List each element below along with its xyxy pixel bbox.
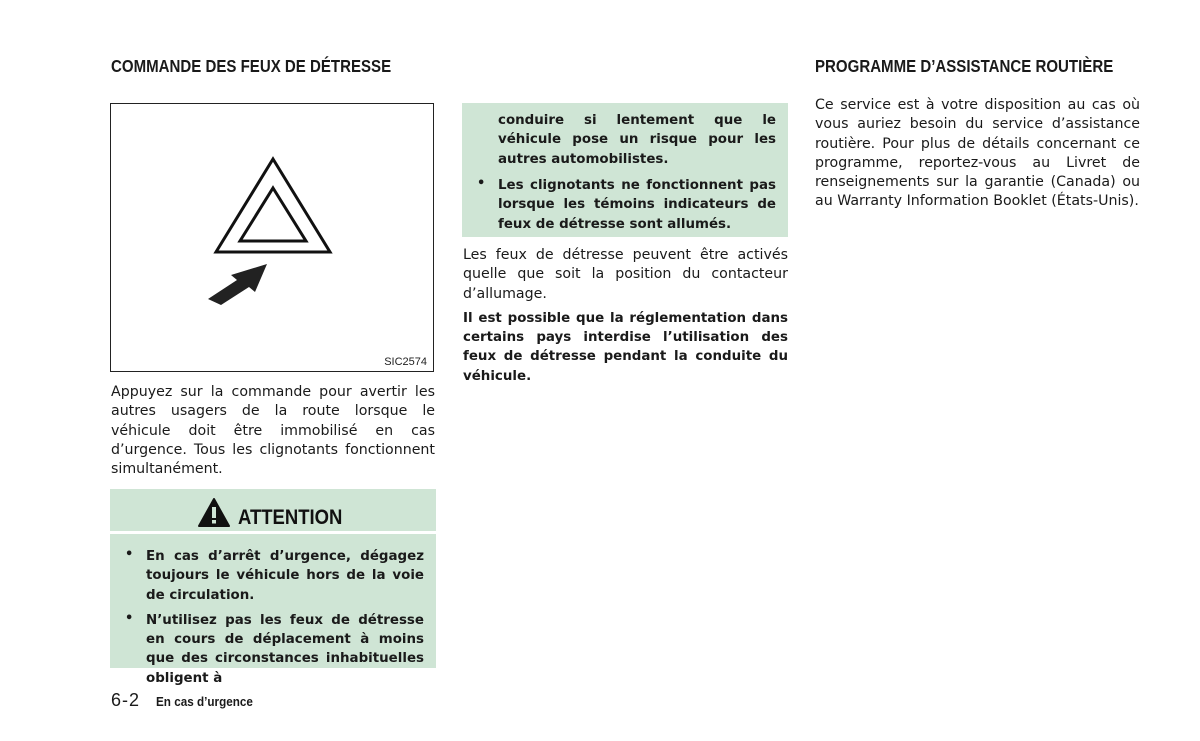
press-arrow-icon xyxy=(208,264,267,305)
page-footer xyxy=(111,690,264,711)
attention-box xyxy=(110,489,436,686)
list-item: • En cas d’arrêt d’urgence, dégagez toujours le véhicule hors de la voie de circulation. xyxy=(125,547,424,603)
section-heading-roadside-assistance: PROGRAMME D’ASSISTANCE ROUTIÈRE xyxy=(815,56,1114,76)
roadside-assistance-description xyxy=(815,96,1140,212)
paragraph: Ce service est à votre disposition au cas où vous auriez besoin du service d’assistance routière. Pour plus de détails concernant ce programme, reportez-vous au Livret de renseignements sur la garantie (Canada) ou au Warranty Information Booklet (États-Unis). xyxy=(815,97,1140,210)
hazard-usage-notes xyxy=(463,246,788,386)
attention-header xyxy=(110,489,436,534)
section-heading-hazard-switch: COMMANDE DES FEUX DE DÉTRESSE xyxy=(111,56,392,76)
hazard-switch-description xyxy=(111,383,435,479)
list-item: • N’utilisez pas les feux de détresse en cours de déplacement à moins que des circonstances inhabituelles obligent à xyxy=(125,610,424,686)
warning-icon xyxy=(198,498,230,528)
hazard-triangle-icon xyxy=(111,104,435,373)
figure-code: SIC2574 xyxy=(384,356,427,368)
hazard-switch-figure xyxy=(110,103,434,372)
attention-box-continued xyxy=(462,103,788,237)
attention-title: ATTENTION xyxy=(238,506,343,529)
paragraph: Appuyez sur la commande pour avertir les autres usagers de la route lorsque le véhicule doit être immobilisé en cas d’urgence. Tous les clignotants fonctionnent simultanément. xyxy=(111,384,435,478)
paragraph: Les feux de détresse peuvent être activés quelle que soit la position du contacteur d’allumage. xyxy=(463,247,788,302)
attention-list xyxy=(477,176,776,234)
attention-continued-text: conduire si lentement que le véhicule pose un risque pour les autres automobilistes. xyxy=(498,113,776,167)
bold-note: Il est possible que la réglementation dans certains pays interdise l’utilisation des feux de détresse pendant la conduite du véhicule. xyxy=(463,310,788,384)
list-item: • Les clignotants ne fonctionnent pas lorsque les témoins indicateurs de feux de détresse sont allumés. xyxy=(477,176,776,232)
page-number: 6-2 xyxy=(111,690,141,710)
attention-list xyxy=(125,547,424,688)
chapter-name: En cas d’urgence xyxy=(156,694,254,709)
